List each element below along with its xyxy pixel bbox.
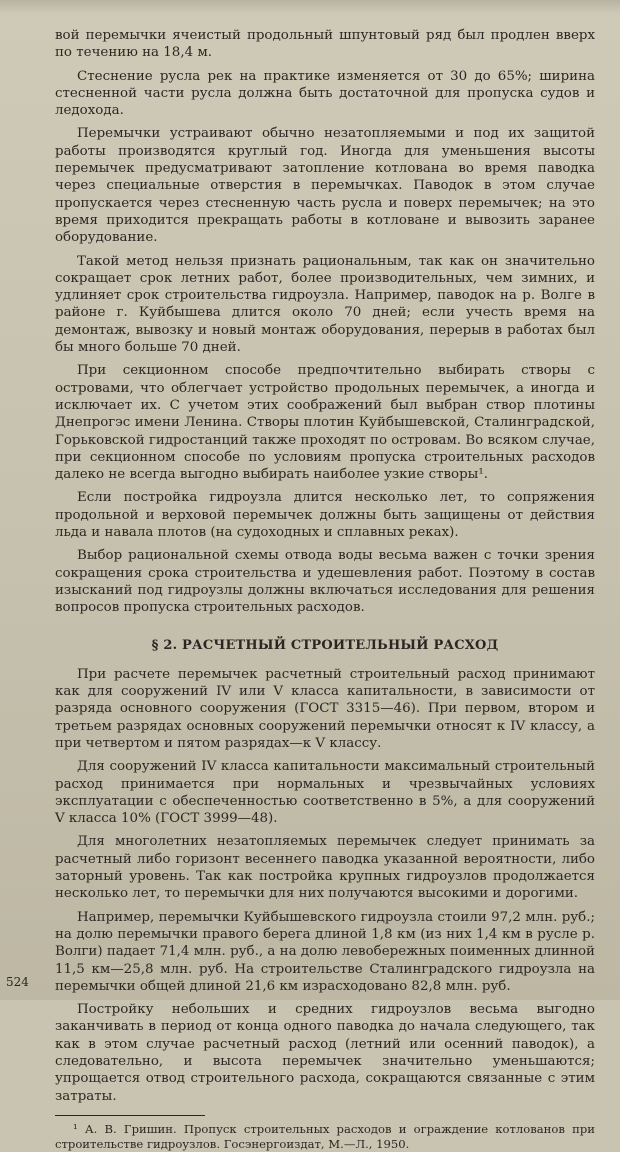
footnote: ¹ А. В. Гришин. Пропуск строительных расходов и ограждение котлованов при строительстве гидроузлов. Госэнергоиздат, М.—Л., 1950. bbox=[55, 1121, 595, 1151]
paragraph: При расчете перемычек расчетный строительный расход принимают как для сооружений IV или V класса капитальности, в зависимости от разряда основного сооружения (ГОСТ 3315—46). При первом, втором и третьем разрядах основных сооружений перемычки относят к IV классу, а при четвертом и пятом разрядах—к V классу. bbox=[55, 666, 595, 751]
page-number: 524 bbox=[6, 975, 29, 989]
paragraph: вой перемычки ячеистый продольный шпунтовый ряд был продлен вверх по течению на 18,4 м. bbox=[55, 28, 595, 61]
paragraph: Перемычки устраивают обычно незатопляемыми и под их защитой работы производятся круглый год. Иногда для уменьшения высоты перемычек предусматривают затопление котлована во время паводка через специальные отверстия в перемычках. Паводок в этом случае пропускается через стесненную часть русла и поверх перемычек; на это время приходится прекращать работы в котловане и вывозить заранее оборудование. bbox=[55, 126, 595, 246]
footnote-divider bbox=[55, 1115, 205, 1116]
paragraph: Такой метод нельзя признать рациональным, так как он значительно сокращает срок летних работ, более производительных, чем зимних, и удлиняет срок строительства гидроузла. Например, паводок на р. Волге в районе г. Куйбышева длится около 70 дней; если учесть время на демонтаж, вывозку и новый монтаж оборудования, перерыв в работах был бы много больше 70 дней. bbox=[55, 253, 595, 356]
paragraph: При секционном способе предпочтительно выбирать створы с островами, что облегчает устройство продольных перемычек, а иногда и исключает их. С учетом этих соображений был выбран створ плотины Днепрогэс имени Ленина. Створы плотин Куйбышевской, Сталинградской, Горьковской гидростанций также проходят по островам. Во всяком случае, при секционном способе по условиям пропуска строительных расходов далеко не всегда выгодно выбирать наиболее узкие створы¹. bbox=[55, 363, 595, 483]
paragraph: Если постройка гидроузла длится несколько лет, то сопряжения продольной и верховой перемычек должны быть защищены от действия льда и навала плотов (на судоходных и сплавных реках). bbox=[55, 490, 595, 541]
page-shadow bbox=[0, 0, 620, 14]
page-content bbox=[55, 27, 595, 1152]
paragraph: Для сооружений IV класса капитальности максимальный строительный расход принимается при нормальных и чрезвычайных условиях эксплуатации с обеспеченностью соответственно в 5%, а для сооружений V класса 10% (ГОСТ 3999—48). bbox=[55, 759, 595, 827]
paragraph: Постройку небольших и средних гидроузлов весьма выгодно заканчивать в период от конца одного паводка до начала следующего, так как в этом случае расчетный расход (летний или осенний паводок), а следовательно, и высота перемычек значительно уменьшаются; упрощается отвод строительного расхода, сокращаются связанные с этим затраты. bbox=[55, 1002, 595, 1104]
paragraph: Выбор рациональной схемы отвода воды весьма важен с точки зрения сокращения срока строительства и удешевления работ. Поэтому в состав изысканий под гидроузлы должны включаться исследования для решения вопросов пропуска строительных расходов. bbox=[55, 548, 595, 616]
paragraph: Стеснение русла рек на практике изменяется от 30 до 65%; ширина стесненной части русла должна быть достаточной для пропуска судов и ледохода. bbox=[55, 68, 595, 119]
section-heading: § 2. РАСЧЕТНЫЙ СТРОИТЕЛЬНЫЙ РАСХОД bbox=[151, 637, 499, 653]
paragraph: Например, перемычки Куйбышевского гидроузла стоили 97,2 млн. руб.; на долю перемычки правого берега длиной 1,8 км (из них 1,4 км в русле р. Волги) падает 71,4 млн. руб., а на долю левобережных поименных длинной 11,5 км—25,8 млн. руб. На строительстве Сталинградского гидроузла на перемычки общей длиной 21,6 км израсходовано 82,8 млн. руб. bbox=[55, 909, 595, 994]
paragraph: Для многолетних незатопляемых перемычек следует принимать за расчетный либо горизонт весеннего паводка указанной вероятности, либо заторный уровень. Так как постройка крупных гидроузлов продолжается несколько лет, то перемычки для них получаются высокими и дорогими. bbox=[55, 834, 595, 902]
